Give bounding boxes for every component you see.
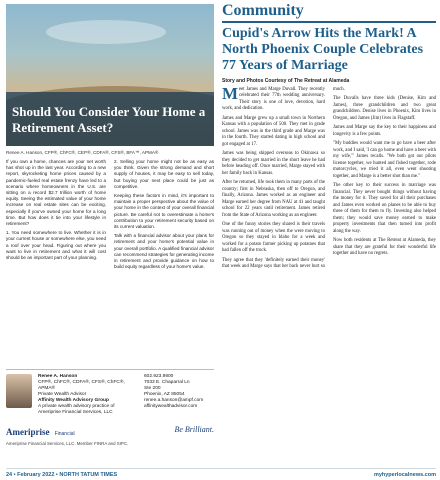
ameriprise-logo (6, 420, 75, 439)
story-paragraph: The other key to their success in marriage was financial. They never bought things without having the money for it. They saved for all their purchases and James even worked on planes to be able to buy three of them for them to fly. Investing also helped them; they would save money earned to make property investments that then turned into profit along the way. (333, 183, 436, 234)
story-paragraph: One of the funny stories they shared is their travels was running out of money when the were moving to Oregon so they stayed in Idaho for a week and worked for a potato farmer picking up potatoes that had fallen off the truck. (222, 222, 325, 253)
advisor-name: Renee A. Hanson (38, 374, 78, 379)
advisor-address-1: 7033 E. Chaparral Ln (144, 380, 190, 385)
ad-paragraph: 1. You need somewhere to live. Whether it is in your current house or somewhere else, you need a roof over your head. Figuring out where you want to live in retirement and what it will cost should be an important part of your planning. (6, 230, 106, 261)
advisor-company-desc: A private wealth advisory practice of Ameriprise Financial Services, LLC (38, 404, 115, 415)
advisor-email[interactable]: renee.a.hanson@ampf.com (144, 398, 204, 403)
ad-hero-image (6, 4, 214, 146)
ad-paragraph: Talk with a financial advisor about your plans for retirement and your home's potential value in your overall portfolio. A qualified financial advisor can recommend strategies for generating income in retirement and provide guidance on how to build equity regardless of your home's value. (114, 233, 214, 270)
story-paragraph: They agree that they 'definitely earned their money' that week and Marge says that her back never hurt so much. (222, 86, 345, 269)
story-paragraph: James and Marge grew up a small town in Northern Kansas with a population of 500. They met in grade school. James was in the third grade and Marge was in the fourth. They started dating in high school and got engaged at 17. (222, 115, 325, 147)
story-column (222, 2, 436, 466)
advisor-role: Private Wealth Advisor (38, 392, 87, 397)
advisor-contact (144, 374, 214, 410)
story-paragraph: "My buddies would want me to go have a beer after work, and I said, 'I can go home and have a beer with my wife,'" James recalls. "We both got our pilots license together, we hunted and fished together, rode motorcycles, we tried it all, even went shooting together, and Marge is a better shot than me." (333, 141, 436, 179)
story-paragraph: Now both residents at The Retreat at Alameda, they share that they are grateful for their wonderful life together and have no regrets. (333, 238, 436, 256)
byline-row (222, 78, 436, 85)
ad-body (6, 159, 214, 365)
advisor-credentials: CFP®, ChFC®, CDFA®, CFS®, ChFC®, APMA® (38, 380, 125, 391)
footer-page-info: 24 • February 2022 • NORTH TATUM TIMES (6, 471, 118, 478)
ameriprise-logo-text: Ameriprise (6, 427, 50, 437)
advisor-card (6, 369, 214, 416)
ad-paragraph: 2. Selling your home might not be as easy as you think. Given the strong demand and short supply of houses, it may be easy to sell today, but buying your next place could be just as competitive. (114, 159, 214, 189)
advisor-address-3: Phoenix, AZ 85054 (144, 392, 185, 397)
story-paragraph: James and Marge say the key to their happiness and longevity is a few points. (333, 125, 436, 137)
ad-headline: Should You Consider Your Home a Retirement Asset? (12, 104, 206, 135)
ad-paragraph: If you own a home, chances are your net worth has shot up in the last year. According to a new report, skyrocketing home prices caused by a pandemic-fueled real estate frenzy have led to a scenario where homeowners in the U.S. are sitting on a record $2.7 trillion worth of home equity. Seeing the estimated value of your home increase on real estate sites can be exciting, especially if you've owned your home for a long time. But how does it tie into your lifestyle in retirement? (6, 159, 106, 227)
story-paragraph: The Duvalls have three kids (Denise, Kim and James), three grandchildren and two great grandchildren. Denise lives in Phoenix, Kim lives in Oregon, and James (Jim) lives in Flagstaff. (333, 96, 436, 121)
advisor-info (38, 374, 138, 416)
advisor-website[interactable]: affinitywealthadvisor.com (144, 404, 198, 409)
ameriprise-logo-sub: Financial (54, 431, 75, 437)
advisor-photo (6, 374, 32, 408)
page-footer (6, 468, 436, 478)
story-paragraph: After he returned, life took them in many parts of the country; first in Nebraska, then off to Oregon, and finally, Arizona. James worked as an engineer and Marge earned her degree from NAU at 41 and taught school for 22 years until retirement. James retired from the State of Arizona working as an engineer. (222, 180, 325, 218)
ad-paragraph: Keeping these factors in mind, it's important to maintain a proper perspective about the value of your home in the context of your overall financial picture. Be careful not to overestimate a home's contribution to your retirement security based on its current valuation. (114, 193, 214, 230)
ad-author-line: Renee A. Hanson, CFP®, ChFC®, CEP®, CDFA®, CFS®, BFA™, APMA® (6, 150, 159, 155)
section-header: Community (222, 2, 436, 23)
story-body (222, 83, 436, 447)
story-paragraph: Meet James and Marge Duvall. They recently celebrated their 77th wedding anniversary. Their story is one of love, devotion, hard work, and dedication. (222, 83, 325, 111)
cloud-shape (46, 20, 166, 44)
ad-column (6, 4, 214, 466)
story-paragraph: James was being shipped overseas to Okinawa so they decided to get married in the short leave he had before heading off. Once married, Marge stayed with her family back in Kansas. (222, 151, 325, 176)
story-byline: Story and Photos Courtesy of The Retreat at Alameda (222, 78, 350, 84)
advisor-phone[interactable]: 602.923.9800 (144, 374, 174, 379)
tagline-logo: Be Brilliant. (174, 425, 214, 434)
footer-website[interactable]: myhyperlocalnews.com (373, 471, 436, 478)
story-title: Cupid's Arrow Hits the Mark! A North Phoenix Couple Celebrates 77 Years of Marriage (222, 26, 424, 73)
ad-footnote: Ameriprise Financial Services, LLC. Member FINRA and SIPC. (6, 441, 129, 446)
advisor-company: Affinity Wealth Advisory Group (38, 398, 109, 403)
ad-logos (6, 420, 214, 439)
advisor-address-2: Ste 200 (144, 386, 161, 391)
